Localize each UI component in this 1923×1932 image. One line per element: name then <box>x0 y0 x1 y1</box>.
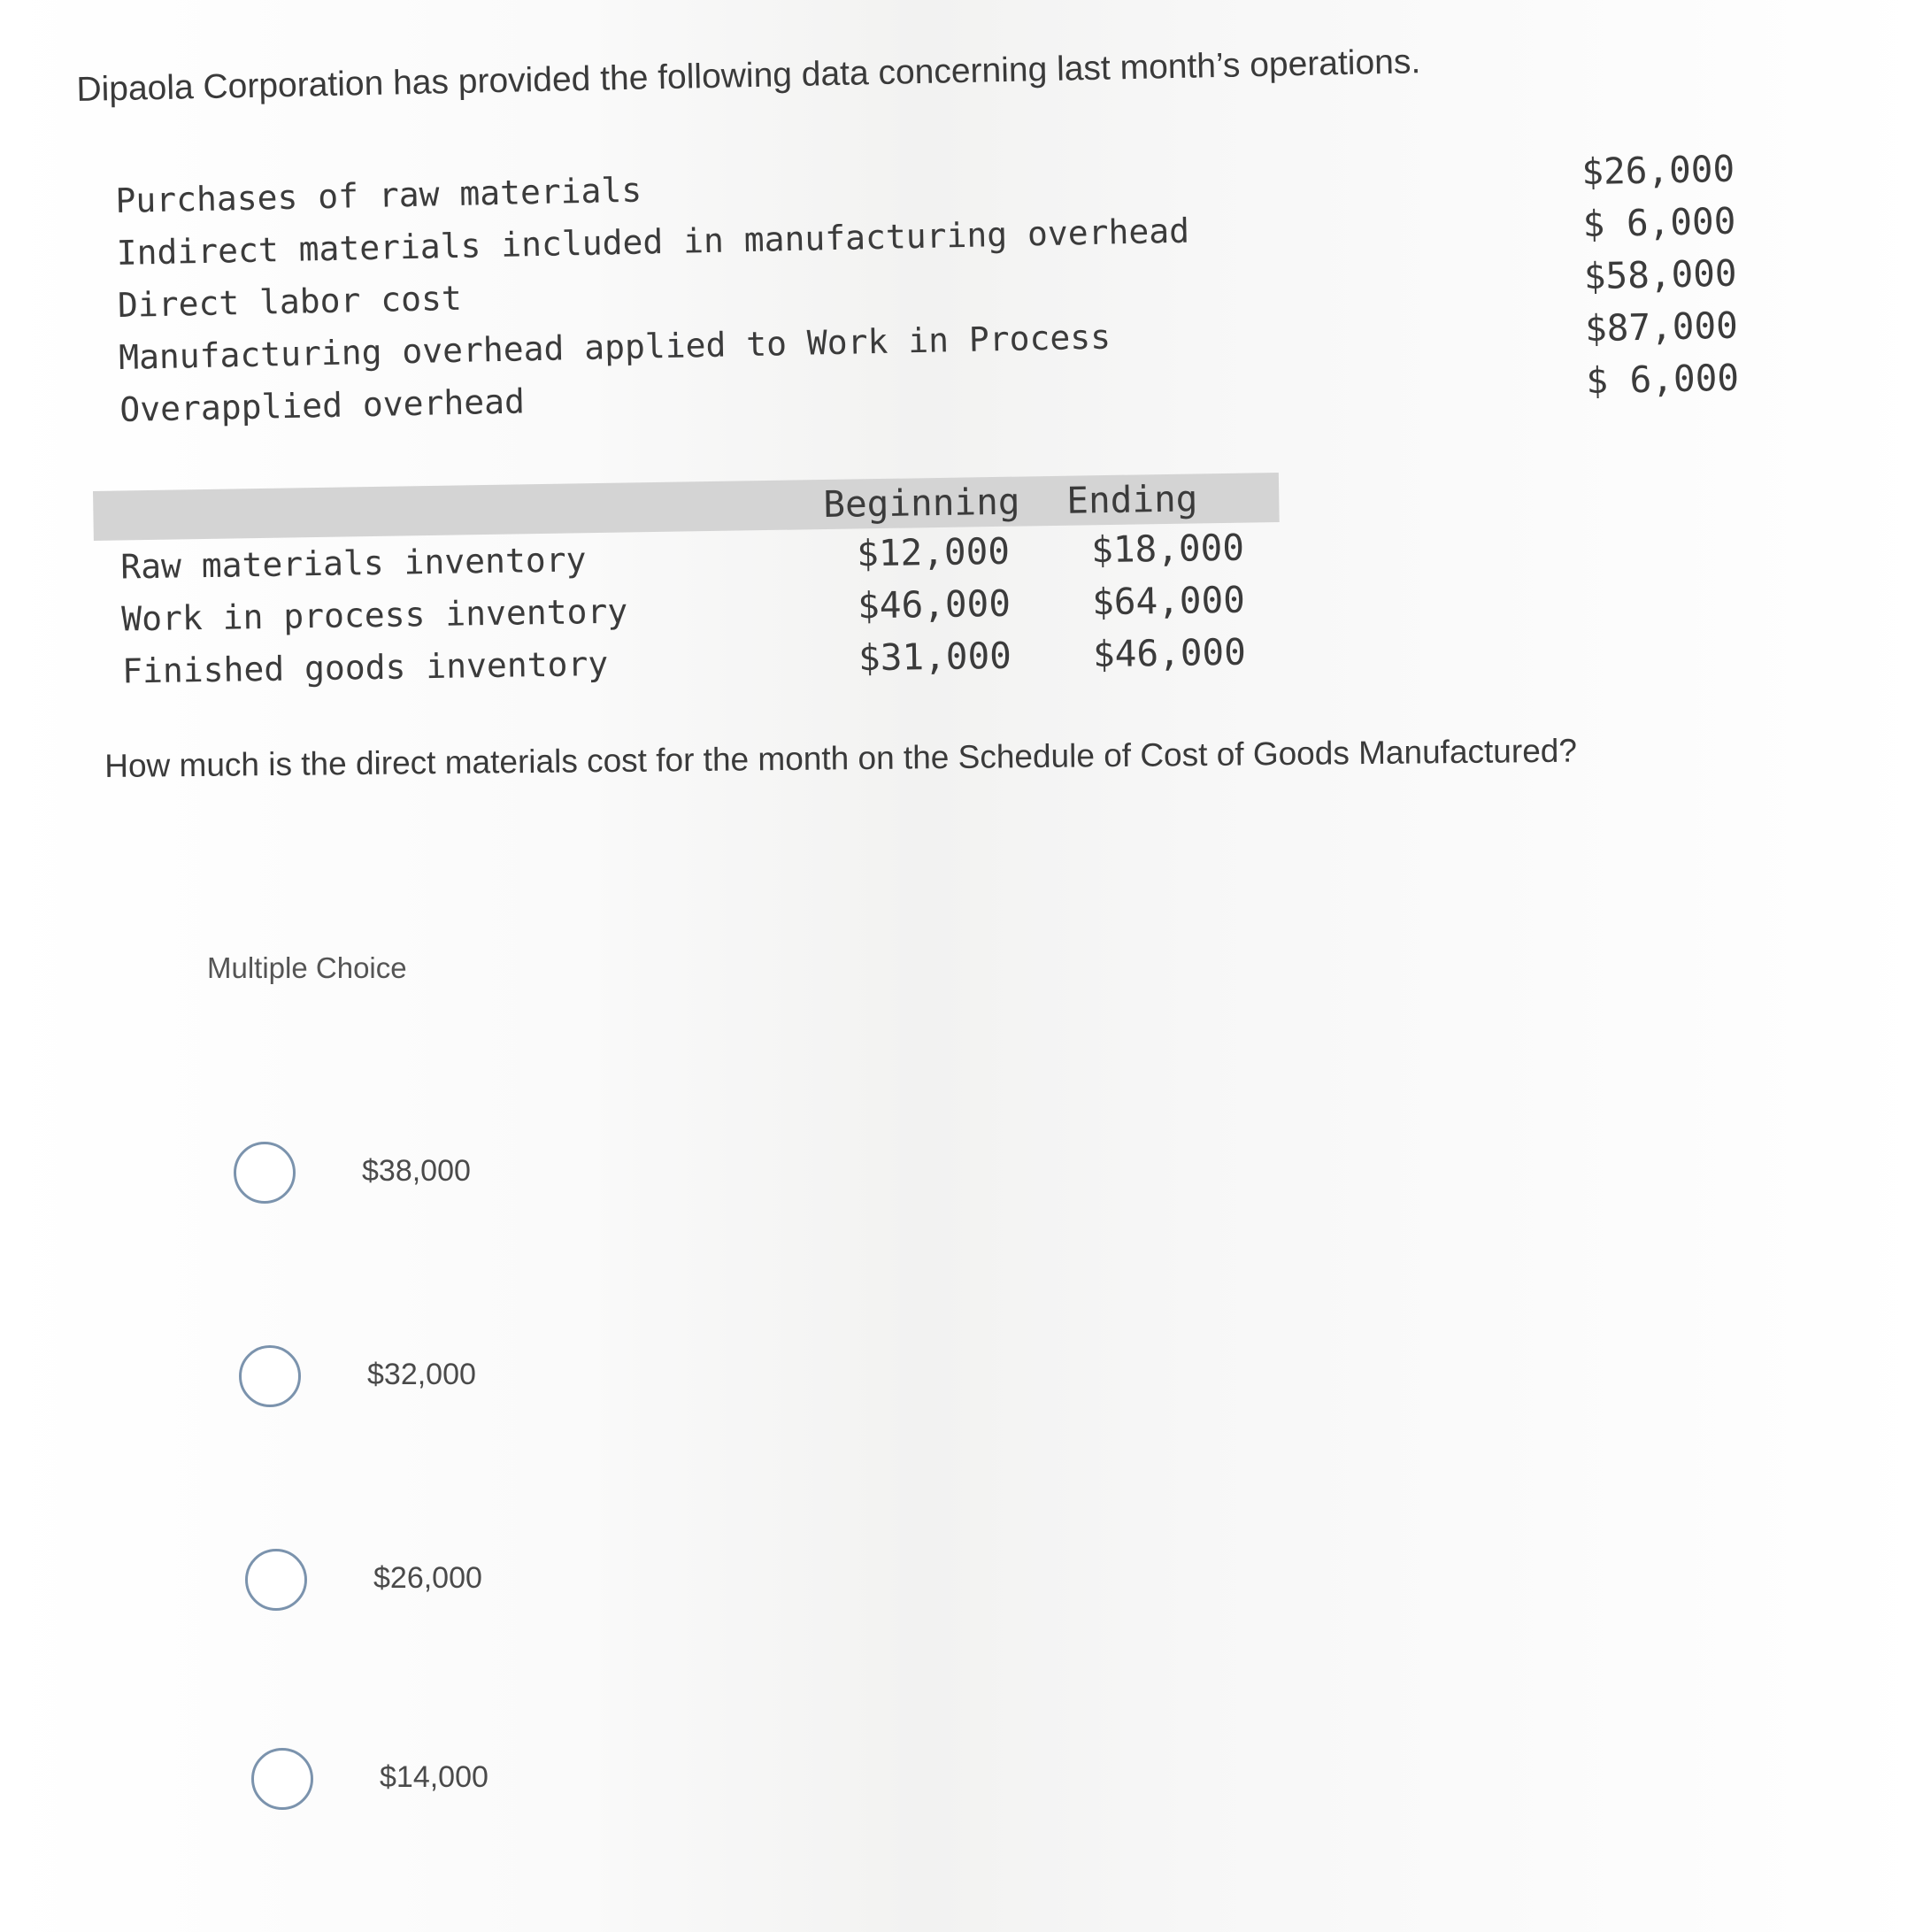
radio-button-icon[interactable] <box>245 1549 307 1611</box>
choice-label: $26,000 <box>373 1561 482 1595</box>
cost-label: Overapplied overhead <box>119 381 526 429</box>
cost-label: Manufacturing overhead applied to Work in Process <box>118 317 1111 377</box>
cost-data-list <box>115 148 1740 443</box>
cost-amount: $ 6,000 <box>1582 199 1736 246</box>
choice-option-1[interactable] <box>234 1142 765 1205</box>
question-text: How much is the direct materials cost for the month on the Schedule of Cost of Goods Manufactured? <box>104 732 1578 784</box>
cost-label: Direct labor cost <box>117 278 463 325</box>
cost-label: Purchases of raw materials <box>115 170 642 220</box>
choice-option-2[interactable] <box>239 1345 770 1409</box>
ending-value: $18,000 <box>1090 526 1245 572</box>
ending-value: $64,000 <box>1091 578 1246 624</box>
problem-intro: Dipaola Corporation has provided the following data concerning last month’s operations. <box>76 42 1421 109</box>
choice-option-4[interactable] <box>251 1748 782 1812</box>
cost-amount: $58,000 <box>1583 251 1738 298</box>
choice-label: $14,000 <box>380 1760 488 1794</box>
radio-button-icon[interactable] <box>234 1142 296 1204</box>
choice-option-3[interactable] <box>245 1549 776 1613</box>
ending-value: $46,000 <box>1092 630 1247 676</box>
inventory-label: Work in process inventory <box>120 591 628 639</box>
beginning-value: $12,000 <box>856 529 1011 575</box>
choice-label: $32,000 <box>367 1358 476 1391</box>
inventory-label: Raw materials inventory <box>120 540 587 587</box>
beginning-value: $31,000 <box>858 634 1012 680</box>
choice-label: $38,000 <box>362 1154 471 1188</box>
multiple-choice-label: Multiple Choice <box>207 951 407 984</box>
column-header-ending: Ending <box>1065 477 1198 522</box>
cost-label: Indirect materials included in manufacturing overhead <box>116 211 1190 273</box>
cost-amount: $26,000 <box>1581 147 1735 194</box>
beginning-value: $46,000 <box>857 581 1011 627</box>
column-header-beginning: Beginning <box>822 480 1020 527</box>
radio-button-icon[interactable] <box>239 1345 301 1407</box>
inventory-table <box>93 473 1281 697</box>
radio-button-icon[interactable] <box>251 1748 313 1810</box>
cost-amount: $ 6,000 <box>1585 356 1740 403</box>
inventory-label: Finished goods inventory <box>121 643 609 691</box>
cost-amount: $87,000 <box>1584 304 1739 350</box>
